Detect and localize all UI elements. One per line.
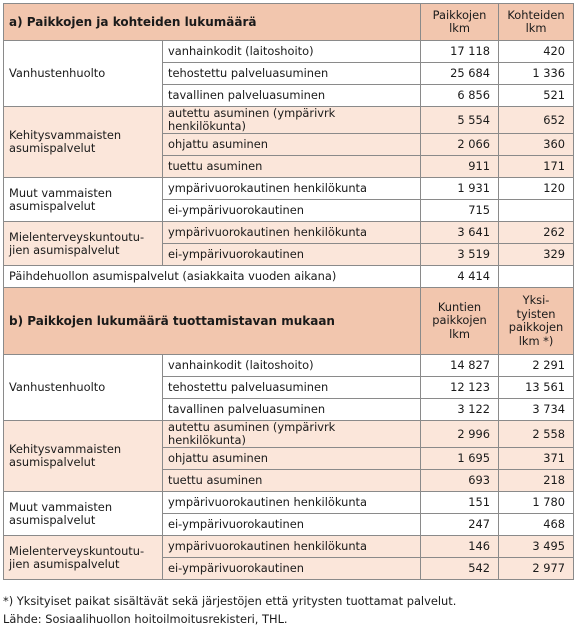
value-cell: 120	[499, 178, 574, 200]
column-header: Kohteiden lkm	[499, 4, 574, 41]
value-cell: 5 554	[421, 107, 499, 134]
value-cell: 360	[499, 134, 574, 156]
value-cell: 6 856	[421, 85, 499, 107]
group-label: Muut vammaisten asumispalvelut	[4, 178, 163, 222]
table-row	[4, 178, 574, 200]
group-label: Mielenterveyskuntoutu-jien asumispalvelut	[4, 536, 163, 580]
value-cell: 17 118	[421, 41, 499, 63]
group-label: Muut vammaisten asumispalvelut	[4, 492, 163, 536]
group-label: Kehitysvammaisten asumispalvelut	[4, 107, 163, 178]
value-cell: 715	[421, 200, 499, 222]
table-row	[4, 107, 574, 134]
value-cell: 218	[499, 470, 574, 492]
service-type: ympärivuorokautinen henkilökunta	[163, 178, 421, 200]
service-type: tuettu asuminen	[163, 156, 421, 178]
section-title: b) Paikkojen lukumäärä tuottamistavan mukaan	[4, 288, 421, 355]
value-cell: 3 519	[421, 244, 499, 266]
value-cell: 14 827	[421, 355, 499, 377]
section-header-row	[4, 4, 574, 41]
places-table	[3, 3, 574, 580]
source-note: Lähde: Sosiaalihuollon hoitoilmoitusrekisteri, THL.	[3, 612, 288, 626]
value-cell: 693	[421, 470, 499, 492]
value-cell: 151	[421, 492, 499, 514]
value-cell: 420	[499, 41, 574, 63]
table-row	[4, 421, 574, 448]
value-cell: 262	[499, 222, 574, 244]
service-type: ei-ympärivuorokautinen	[163, 514, 421, 536]
value-cell: 3 495	[499, 536, 574, 558]
service-type: ohjattu asuminen	[163, 448, 421, 470]
value-cell: 12 123	[421, 377, 499, 399]
value-cell: 25 684	[421, 63, 499, 85]
group-label: Kehitysvammaisten asumispalvelut	[4, 421, 163, 492]
value-cell: 3 734	[499, 399, 574, 421]
table-row	[4, 355, 574, 377]
value-cell: 371	[499, 448, 574, 470]
service-type: tuettu asuminen	[163, 470, 421, 492]
value-cell: 2 996	[421, 421, 499, 448]
value-cell: 146	[421, 536, 499, 558]
value-cell: 468	[499, 514, 574, 536]
value-cell: 3 122	[421, 399, 499, 421]
service-type: ympärivuorokautinen henkilökunta	[163, 492, 421, 514]
value-cell: 4 414	[421, 266, 499, 288]
value-cell: 2 977	[499, 558, 574, 580]
value-cell: 652	[499, 107, 574, 134]
group-label: Vanhustenhuolto	[4, 355, 163, 421]
value-cell: 911	[421, 156, 499, 178]
value-cell: 1 695	[421, 448, 499, 470]
value-cell: 1 931	[421, 178, 499, 200]
service-type: ympärivuorokautinen henkilökunta	[163, 536, 421, 558]
column-header: Yksi-tyisten paikkojen lkm *)	[499, 288, 574, 355]
value-cell: 2 558	[499, 421, 574, 448]
service-type: tehostettu palveluasuminen	[163, 63, 421, 85]
table-row	[4, 222, 574, 244]
service-type: tavallinen palveluasuminen	[163, 399, 421, 421]
footnote: *) Yksityiset paikat sisältävät sekä järjestöjen että yritysten tuottamat palvelut.	[3, 594, 457, 608]
table-row	[4, 492, 574, 514]
value-cell: 521	[499, 85, 574, 107]
value-cell: 542	[421, 558, 499, 580]
service-type: autettu asuminen (ympärivrk henkilökunta)	[163, 107, 421, 134]
section-title: a) Paikkojen ja kohteiden lukumäärä	[4, 4, 421, 41]
value-cell	[499, 266, 574, 288]
value-cell: 1 780	[499, 492, 574, 514]
value-cell: 247	[421, 514, 499, 536]
value-cell: 171	[499, 156, 574, 178]
service-type: vanhainkodit (laitoshoito)	[163, 355, 421, 377]
value-cell: 3 641	[421, 222, 499, 244]
service-type: autettu asuminen (ympärivrk henkilökunta)	[163, 421, 421, 448]
column-header: Kuntien paikkojen lkm	[421, 288, 499, 355]
group-label: Päihdehuollon asumispalvelut (asiakkaita vuoden aikana)	[4, 266, 421, 288]
service-type: ympärivuorokautinen henkilökunta	[163, 222, 421, 244]
service-type: ei-ympärivuorokautinen	[163, 244, 421, 266]
value-cell: 329	[499, 244, 574, 266]
table-row	[4, 536, 574, 558]
service-type: vanhainkodit (laitoshoito)	[163, 41, 421, 63]
group-label: Mielenterveyskuntoutu-jien asumispalvelut	[4, 222, 163, 266]
value-cell: 1 336	[499, 63, 574, 85]
group-label: Vanhustenhuolto	[4, 41, 163, 107]
service-type: tavallinen palveluasuminen	[163, 85, 421, 107]
value-cell: 2 291	[499, 355, 574, 377]
column-header: Paikkojen lkm	[421, 4, 499, 41]
service-type: ohjattu asuminen	[163, 134, 421, 156]
table-row	[4, 266, 574, 288]
section-header-row	[4, 288, 574, 355]
service-type: tehostettu palveluasuminen	[163, 377, 421, 399]
value-cell	[499, 200, 574, 222]
value-cell: 13 561	[499, 377, 574, 399]
service-type: ei-ympärivuorokautinen	[163, 558, 421, 580]
table-row	[4, 41, 574, 63]
service-type: ei-ympärivuorokautinen	[163, 200, 421, 222]
value-cell: 2 066	[421, 134, 499, 156]
